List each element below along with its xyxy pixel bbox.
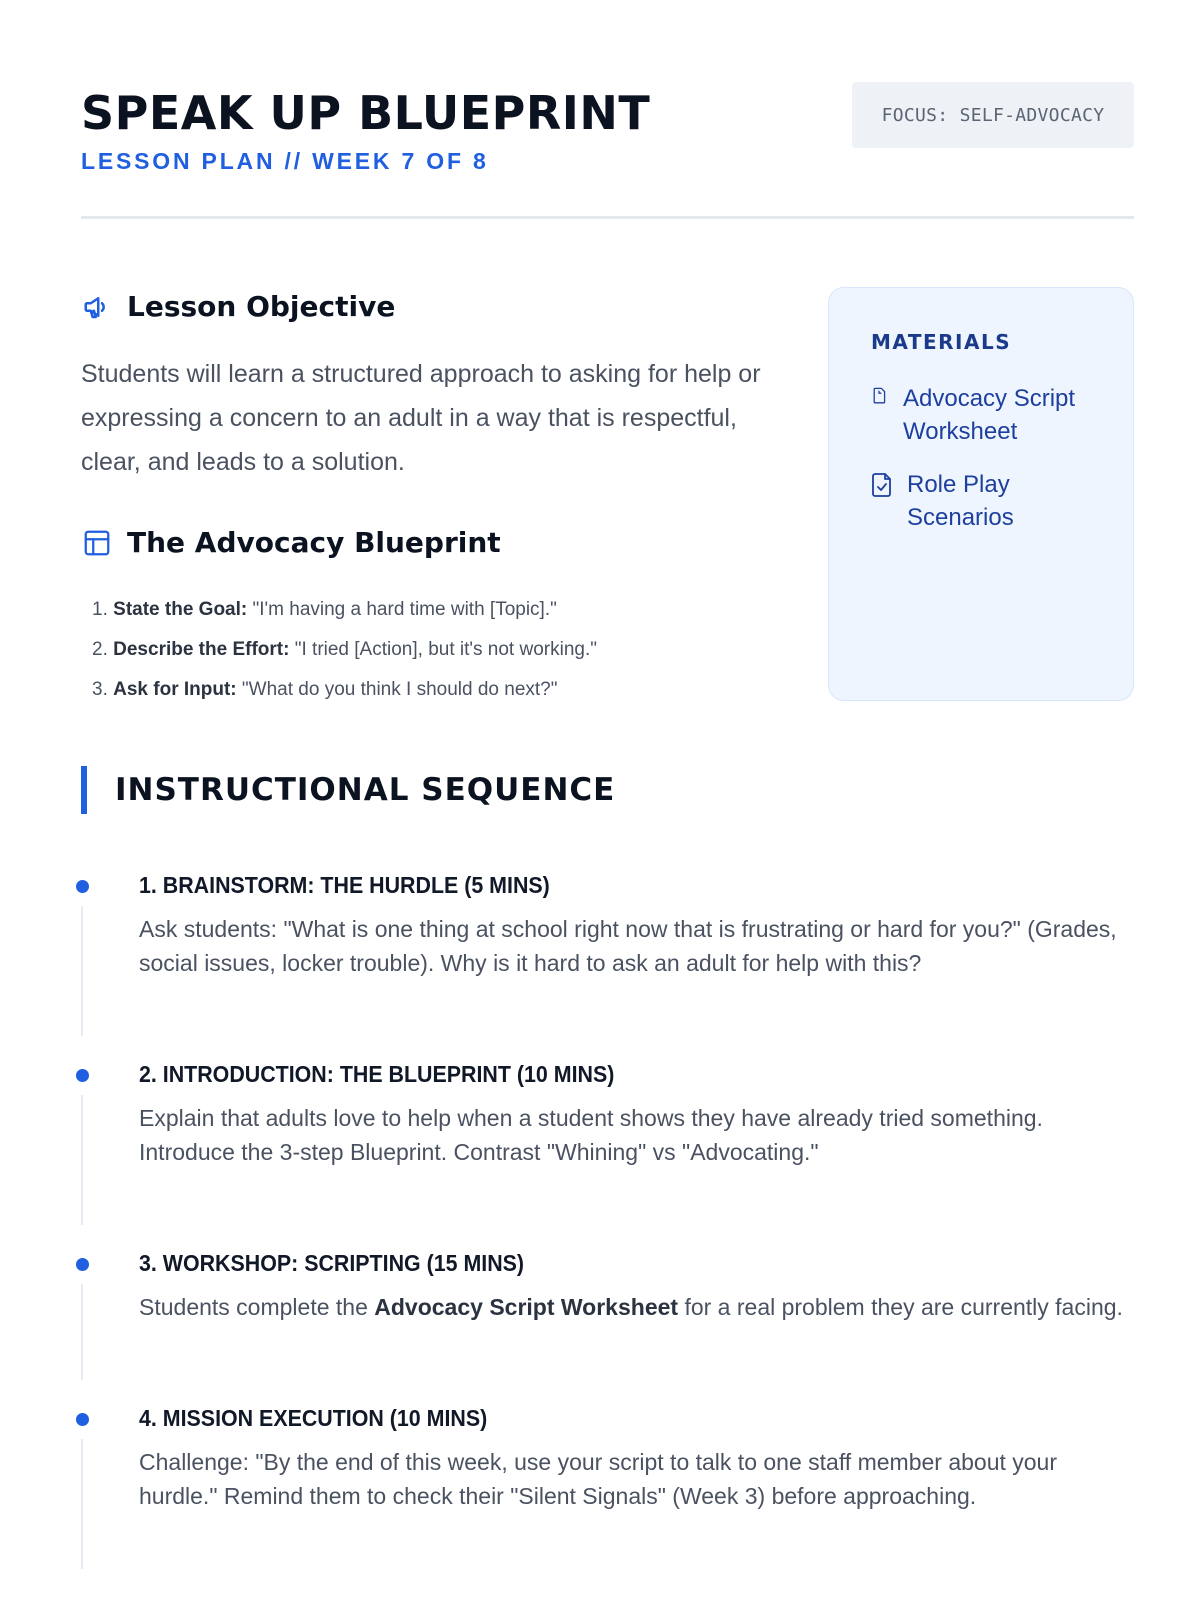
focus-badge: FOCUS: SELF-ADVOCACY — [852, 82, 1134, 148]
list-item: 2. Describe the Effort: "I tried [Action], but it's not working." — [92, 639, 597, 660]
material-label: Role Play Scenarios — [907, 471, 1014, 531]
list-item: 3. Ask for Input: "What do you think I should do next?" — [92, 679, 558, 700]
sequence-step-body: Students complete the Advocacy Script Worksheet for a real problem they are currently facing. — [139, 1294, 1123, 1320]
timeline-dot — [76, 1069, 89, 1082]
blueprint-heading-label: The Advocacy Blueprint — [127, 526, 501, 559]
materials-panel — [828, 287, 1134, 701]
layout-icon — [81, 527, 113, 559]
sequence-heading-label: INSTRUCTIONAL SEQUENCE — [115, 772, 616, 808]
sequence-heading — [81, 766, 615, 814]
document-icon — [871, 386, 891, 412]
page-subtitle: LESSON PLAN // WEEK 7 OF 8 — [81, 148, 489, 174]
blueprint-steps — [92, 590, 792, 710]
objective-text: Students will learn a structured approach to asking for help or expressing a concern to an adult in a way that is respectful, clear, and leads to a solution. — [81, 360, 761, 476]
blueprint-heading — [81, 526, 501, 559]
sequence-step-title: 4. MISSION EXECUTION (10 MINS) — [139, 1405, 488, 1431]
material-item-roleplay[interactable] — [871, 468, 1105, 534]
sequence-step-title: 3. WORKSHOP: SCRIPTING (15 MINS) — [139, 1250, 525, 1276]
material-label: Advocacy Script Worksheet — [903, 385, 1076, 445]
timeline-line — [81, 1095, 83, 1225]
sequence-step-body: Ask students: "What is one thing at school right now that is frustrating or hard for you?" (Grades, social issues, locker trouble). Why is it hard to ask an adult for help with this? — [139, 916, 1117, 976]
material-item-worksheet[interactable] — [871, 382, 1105, 448]
megaphone-icon — [81, 291, 113, 323]
objective-heading — [81, 290, 395, 323]
document-check-icon — [871, 472, 895, 498]
sequence-step-title: 1. BRAINSTORM: THE HURDLE (5 MINS) — [139, 872, 550, 898]
list-item: 1. State the Goal: "I'm having a hard time with [Topic]." — [92, 599, 557, 620]
page-title: SPEAK UP BLUEPRINT — [81, 86, 651, 140]
objective-heading-label: Lesson Objective — [127, 290, 396, 323]
sequence-step-body: Explain that adults love to help when a student shows they have already tried something. Introduce the 3-step Blueprint. Contrast "Whining" vs "Advocating." — [139, 1105, 1043, 1165]
sequence-accent-bar — [81, 766, 87, 814]
sequence-step-body: Challenge: "By the end of this week, use your script to talk to one staff member about your hurdle." Remind them to check their "Silent Signals" (Week 3) before approaching. — [139, 1449, 1058, 1509]
timeline-dot — [76, 880, 89, 893]
page-header — [81, 86, 1134, 175]
timeline-dot — [76, 1258, 89, 1271]
materials-heading: MATERIALS — [871, 330, 1012, 354]
header-divider — [81, 216, 1134, 219]
timeline-line — [81, 906, 83, 1036]
timeline-dot — [76, 1413, 89, 1426]
timeline-line — [81, 1439, 83, 1569]
sequence-step-title: 2. INTRODUCTION: THE BLUEPRINT (10 MINS) — [139, 1061, 615, 1087]
timeline-line — [81, 1284, 83, 1380]
